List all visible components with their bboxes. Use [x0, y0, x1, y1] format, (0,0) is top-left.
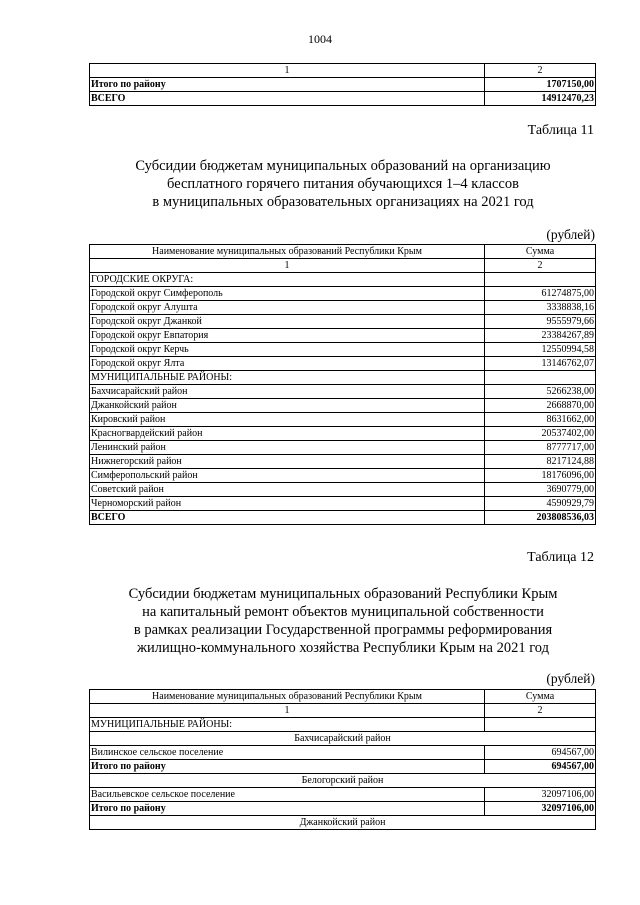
- subtotal-sum: 694567,00: [485, 760, 596, 774]
- row-name: Городской округ Симферополь: [90, 287, 485, 301]
- district-label: Джанкойский район: [90, 816, 596, 830]
- col-number: 1: [90, 259, 485, 273]
- row-name: Городской округ Евпатория: [90, 329, 485, 343]
- row-name: Итого по району: [90, 78, 485, 92]
- row-name: Бахчисарайский район: [90, 385, 485, 399]
- row-sum: 23384267,89: [485, 329, 596, 343]
- table-row: [90, 92, 596, 106]
- table11: [89, 244, 596, 525]
- row-name: Черноморский район: [90, 497, 485, 511]
- row-name: Городской округ Алушта: [90, 301, 485, 315]
- subtotal-row: [90, 802, 596, 816]
- row-name: Симферопольский район: [90, 469, 485, 483]
- col-header-sum: Сумма: [485, 690, 596, 704]
- row-sum: 12550994,58: [485, 343, 596, 357]
- row-sum: 9555979,66: [485, 315, 596, 329]
- row-name: Красногвардейский район: [90, 427, 485, 441]
- col-header-name: Наименование муниципальных образований Республики Крым: [90, 245, 485, 259]
- row-sum: 8777717,00: [485, 441, 596, 455]
- table11-unit: (рублей): [546, 227, 595, 242]
- row-name: Ленинский район: [90, 441, 485, 455]
- table-row: [90, 746, 596, 760]
- table-header-row: [90, 690, 596, 704]
- row-sum: 2668870,00: [485, 399, 596, 413]
- row-sum: 20537402,00: [485, 427, 596, 441]
- total-label: ВСЕГО: [90, 511, 485, 525]
- row-sum: 694567,00: [485, 746, 596, 760]
- table-row: [90, 287, 596, 301]
- table12-label: Таблица 12: [527, 550, 594, 565]
- subtotal-row: [90, 760, 596, 774]
- district-label: Бахчисарайский район: [90, 732, 596, 746]
- row-sum: 14912470,23: [485, 92, 596, 106]
- row-name: Советский район: [90, 483, 485, 497]
- subtotal-sum: 32097106,00: [485, 802, 596, 816]
- row-sum: 1707150,00: [485, 78, 596, 92]
- row-name: Вилинское сельское поселение: [90, 746, 485, 760]
- row-sum: 13146762,07: [485, 357, 596, 371]
- title-line: Субсидии бюджетам муниципальных образований на организацию: [135, 158, 551, 174]
- table12: [89, 689, 596, 830]
- row-sum: 4590929,79: [485, 497, 596, 511]
- title-line: на капитальный ремонт объектов муниципальной собственности: [142, 604, 544, 620]
- table-row: [90, 413, 596, 427]
- title-line: Субсидии бюджетам муниципальных образований Республики Крым: [128, 586, 558, 602]
- section-row: [90, 371, 596, 385]
- table-row: [90, 301, 596, 315]
- table12-title: [0, 585, 640, 657]
- row-sum: 18176096,00: [485, 469, 596, 483]
- col-number: 2: [485, 259, 596, 273]
- table-row: [90, 455, 596, 469]
- table-row: [90, 427, 596, 441]
- title-line: в муниципальных образовательных организациях на 2021 год: [152, 194, 534, 210]
- district-row: [90, 816, 596, 830]
- row-name: Васильевское сельское поселение: [90, 788, 485, 802]
- section-label: МУНИЦИПАЛЬНЫЕ РАЙОНЫ:: [90, 371, 485, 385]
- table-row: [90, 64, 596, 78]
- row-sum: 3690779,00: [485, 483, 596, 497]
- row-name: Нижнегорский район: [90, 455, 485, 469]
- row-name: ВСЕГО: [90, 92, 485, 106]
- table-row: [90, 497, 596, 511]
- table12-unit: (рублей): [546, 671, 595, 686]
- col-number: 2: [485, 64, 596, 78]
- row-sum: 8631662,00: [485, 413, 596, 427]
- title-line: в рамках реализации Государственной программы реформирования: [133, 622, 553, 638]
- row-sum: 5266238,00: [485, 385, 596, 399]
- row-sum: 32097106,00: [485, 788, 596, 802]
- row-name: Кировский район: [90, 413, 485, 427]
- title-line: жилищно-коммунального хозяйства Республики Крым на 2021 год: [137, 640, 549, 656]
- table-row: [90, 259, 596, 273]
- district-row: [90, 774, 596, 788]
- table-row: [90, 385, 596, 399]
- row-sum: 3338838,16: [485, 301, 596, 315]
- row-name: Джанкойский район: [90, 399, 485, 413]
- section-label: ГОРОДСКИЕ ОКРУГА:: [90, 273, 485, 287]
- subtotal-label: Итого по району: [90, 760, 485, 774]
- col-header-name: Наименование муниципальных образований Республики Крым: [90, 690, 485, 704]
- table-row: [90, 78, 596, 92]
- row-sum: 61274875,00: [485, 287, 596, 301]
- table11-label: Таблица 11: [527, 123, 594, 138]
- table-row: [90, 399, 596, 413]
- table-row: [90, 704, 596, 718]
- district-row: [90, 732, 596, 746]
- table-row: [90, 315, 596, 329]
- title-line: бесплатного горячего питания обучающихся 1–4 классов: [167, 176, 519, 192]
- row-sum: 8217124,88: [485, 455, 596, 469]
- row-name: Городской округ Джанкой: [90, 315, 485, 329]
- subtotal-label: Итого по району: [90, 802, 485, 816]
- table-row: [90, 441, 596, 455]
- table-row: [90, 469, 596, 483]
- district-label: Белогорский район: [90, 774, 596, 788]
- table-header-row: [90, 245, 596, 259]
- table-row: [90, 329, 596, 343]
- total-row: [90, 511, 596, 525]
- col-header-sum: Сумма: [485, 245, 596, 259]
- table-row: [90, 788, 596, 802]
- table-row: [90, 357, 596, 371]
- section-row: [90, 718, 596, 732]
- section-label: МУНИЦИПАЛЬНЫЕ РАЙОНЫ:: [90, 718, 485, 732]
- total-sum: 203808536,03: [485, 511, 596, 525]
- col-number: 2: [485, 704, 596, 718]
- table-row: [90, 343, 596, 357]
- section-row: [90, 273, 596, 287]
- row-name: Городской округ Ялта: [90, 357, 485, 371]
- page-number: 1004: [308, 32, 332, 46]
- continuation-table: [89, 63, 596, 106]
- col-number: 1: [90, 704, 485, 718]
- table-row: [90, 483, 596, 497]
- table11-title: [0, 157, 640, 211]
- col-number: 1: [90, 64, 485, 78]
- row-name: Городской округ Керчь: [90, 343, 485, 357]
